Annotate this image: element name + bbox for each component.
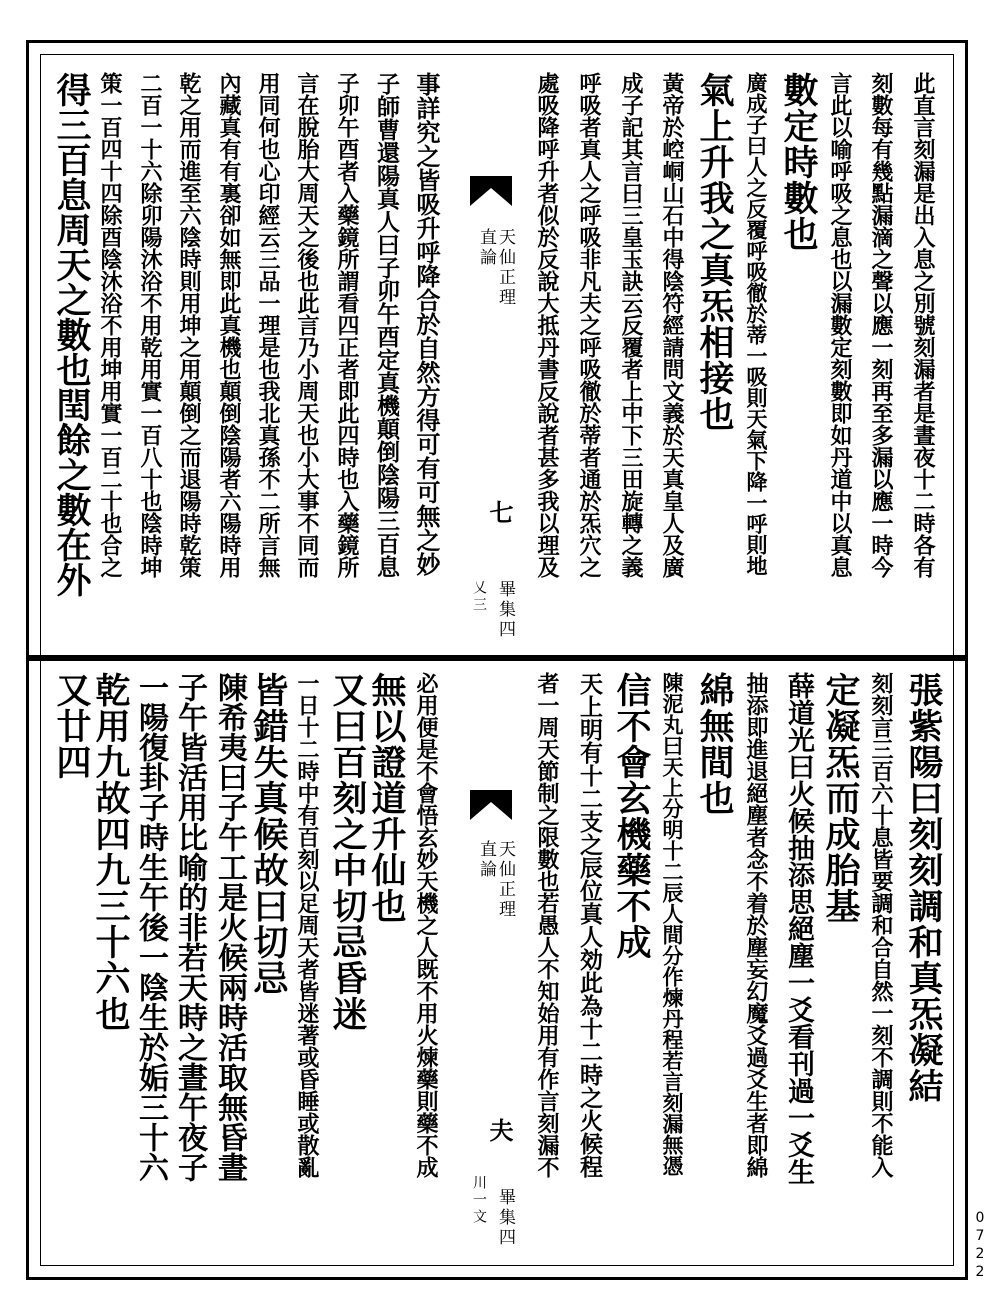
text-column: 陳泥丸曰天上分明十二辰人間分作煉丹程若言刻漏無憑 xyxy=(660,672,685,1176)
text-column: 得三百息周天之數也閏餘之數在外 xyxy=(51,72,92,597)
text-column: 言在脫胎大周天之後也此言乃小周天也小大事不同而 xyxy=(294,72,320,578)
spine-subtitle: 直論 xyxy=(476,228,496,268)
spine-collection: 畢集四 xyxy=(495,580,515,640)
text-column: 廣成子曰人之反覆呼吸徹於蒂一吸則天氣下降一呼則地 xyxy=(744,72,769,576)
spine-title: 天仙正理 xyxy=(495,840,515,920)
half-divider xyxy=(26,655,968,661)
text-column: 刻數每有幾點漏滴之聲以應一刻再至多漏以應一時今 xyxy=(868,72,894,578)
text-column: 一日十二時中有百刻以足周天者皆迷著或昏睡或散亂 xyxy=(294,672,320,1178)
text-column: 乾之用而進至六陰時則用坤之用顛倒之而退陽時乾策 xyxy=(176,72,202,578)
text-column: 又曰百刻之中切忌昏迷 xyxy=(327,672,368,1032)
text-column: 必用便是不會悟玄妙天機之人既不用火煉藥則藥不成 xyxy=(413,672,439,1178)
text-column: 子午皆活用比喻的非若天時之晝午夜子 xyxy=(172,672,207,1182)
text-column: 用同何也心印經云三品一理是也我北真孫不二所言無 xyxy=(255,72,281,578)
fish-tail-mark-icon xyxy=(470,176,512,206)
page-number: 七 xyxy=(485,500,514,524)
text-column: 天上明有十二支之辰位真人効此為十二時之火候程 xyxy=(576,672,603,1178)
text-column: 子卯午酉者入藥鏡所謂看四正者即此四時也入藥鏡所 xyxy=(334,72,360,578)
text-column: 者一周天節制之限數也若愚人不知始用有作言刻漏不 xyxy=(534,672,560,1178)
text-column: 皆錯失真候故曰切忌 xyxy=(248,672,289,996)
text-column: 此直言刻漏是出入息之別號刻漏者是晝夜十二時各有 xyxy=(910,72,936,578)
text-column: 刻刻言三百六十息皆要調和合自然一刻不調則不能入 xyxy=(868,672,894,1178)
text-column: 數定時數也 xyxy=(778,72,819,252)
page-number: 夫 xyxy=(485,1118,514,1142)
text-column: 事詳究之皆吸升呼降合於自然方得可有可無之妙 xyxy=(412,72,441,576)
spine-title: 天仙正理 xyxy=(495,228,515,308)
text-column: 黃帝於崆峒山石中得陰符經請問文義於天真皇人及廣 xyxy=(659,72,685,578)
fish-tail-mark-icon xyxy=(470,790,512,820)
text-column: 子師曹還陽真人曰子卯午酉定真機顛倒陰陽三百息 xyxy=(373,72,400,578)
text-column: 薛道光曰火候抽添思絕塵一爻看刊過一爻生 xyxy=(783,672,814,1185)
text-column: 定凝炁而成胎基 xyxy=(820,672,861,924)
text-column: 言此以喻呼吸之息也以漏數定刻數即如丹道中以真息 xyxy=(827,72,853,578)
text-column: 陳希夷曰子午工是火候兩時活取無昏晝 xyxy=(212,672,247,1182)
spine-subtitle: 直論 xyxy=(476,840,496,880)
text-column: 又廿四 xyxy=(51,672,92,780)
text-column: 呼吸者真人之呼吸非凡夫之呼吸徹於蒂者通於炁穴之 xyxy=(576,72,602,578)
text-column: 張紫陽曰刻刻調和真炁凝結 xyxy=(903,672,944,1104)
side-page-number: 0722 xyxy=(972,1210,988,1282)
text-column: 氣上升我之真炁相接也 xyxy=(694,72,735,432)
text-column: 抽添即進退絕塵者念不着於塵妄幻魔爻過爻生者即綿 xyxy=(743,672,769,1178)
text-column: 二百一十六除卯陽沐浴不用乾用實一百八十也陰時坤 xyxy=(137,72,163,578)
text-column: 乾用九故四九三十六也 xyxy=(90,672,131,1032)
text-column: 一陽復卦子時生午後一陰生於姤三十六 xyxy=(133,672,168,1182)
text-column: 處吸降呼升者似於反說大抵丹書反說者甚多我以理及 xyxy=(534,72,560,578)
text-column: 無以證道升仙也 xyxy=(366,672,407,924)
text-column: 信不會玄機藥不成 xyxy=(611,672,652,960)
text-column: 策一百四十四除酉陰沐浴不用坤用實一百二十也合之 xyxy=(97,72,123,578)
spine-note: 川一文 xyxy=(471,1175,487,1226)
spine-note: 乂三 xyxy=(471,580,487,614)
text-column: 內藏真有有裏卻如無即此真機也顛倒陰陽者六陽時用 xyxy=(216,72,242,578)
text-column: 綿無間也 xyxy=(694,672,735,816)
spine-collection: 畢集四 xyxy=(495,1188,515,1248)
text-column: 成子記其言曰三皇玉訣云反覆者上中下三田旋轉之義 xyxy=(618,72,644,578)
